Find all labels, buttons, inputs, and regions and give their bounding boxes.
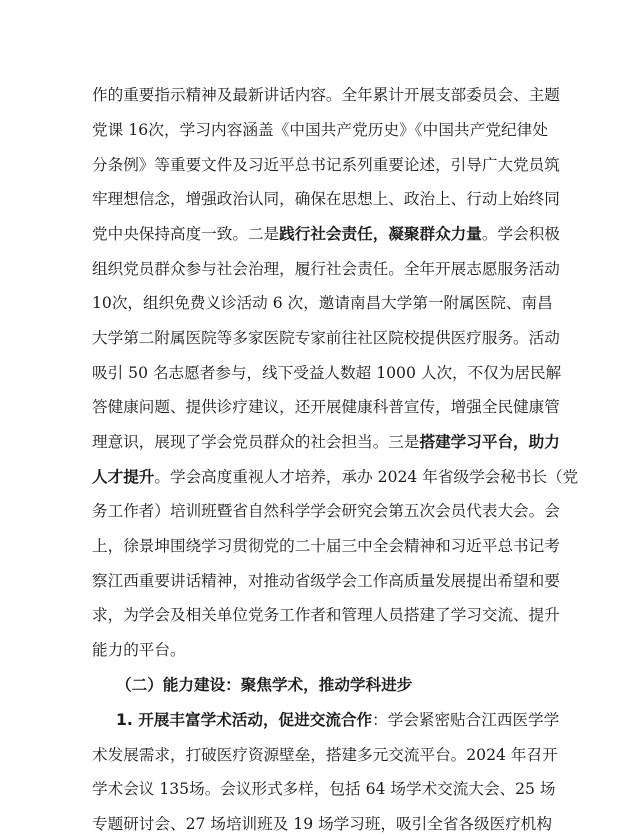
- text-line: 求，为学会及相关单位党务工作者和管理人员搭建了学习交流、提升: [92, 606, 560, 624]
- text-line: [92, 432, 560, 452]
- text-line: 分条例》等重要文件及习近平总书记系列重要论述，引导广大党员筑: [92, 156, 560, 174]
- text-line: 务工作者）培训班暨省自然科学学会研究会第五次会员代表大会。会: [92, 502, 560, 520]
- text-run: 。学会高度重视人才培养，承办 2024 年省级学会秘书长（党: [154, 468, 579, 486]
- text-line: 10次，组织免费义诊活动 6 次，邀请南昌大学第一附属医院、南昌: [92, 294, 553, 312]
- text-line: 专题研讨会、27 场培训班及 19 场学习班，吸引全省各级医疗机构: [92, 815, 552, 833]
- text-line: 大学第二附属医院等多家医院专家前往社区院校提供医疗服务。活动: [92, 329, 560, 347]
- text-line: [92, 467, 579, 487]
- text-run: 党中央保持高度一致。二是: [92, 225, 280, 243]
- text-run: ：学会紧密贴合江西医学学: [372, 711, 560, 729]
- text-run: 理意识，展现了学会党员群众的社会担当。三是: [92, 433, 420, 451]
- text-line: 能力的平台。: [92, 641, 186, 659]
- text-line: 吸引 50 名志愿者参与，线下受益人数超 1000 人次，不仅为居民解: [92, 364, 562, 382]
- text-line: 术发展需求，打破医疗资源壁垒，搭建多元交流平台。2024 年召开: [92, 746, 558, 764]
- text-line: 答健康问题、提供诊疗建议，还开展健康科普宣传，增强全民健康管: [92, 398, 560, 416]
- bold-phrase: 1. 开展丰富学术活动，促进交流合作: [116, 711, 373, 729]
- text-line: 组织党员群众参与社会治理，履行社会责任。全年开展志愿服务活动: [92, 260, 560, 278]
- text-line: 作的重要指示精神及最新讲话内容。全年累计开展支部委员会、主题: [92, 86, 560, 104]
- bold-phrase: 践行社会责任，凝聚群众力量: [279, 225, 482, 243]
- text-line: 牢理想信念，增强政治认同，确保在思想上、政治上、行动上始终同: [92, 190, 560, 208]
- text-line: [116, 710, 560, 730]
- bold-phrase: 人才提升: [92, 468, 155, 486]
- text-line: 党课 16次，学习内容涵盖《中国共产党历史》《中国共产党纪律处: [92, 121, 548, 139]
- text-line: 学术会议 135场。会议形式多样，包括 64 场学术交流大会、25 场: [92, 780, 556, 798]
- text-line: [92, 224, 560, 244]
- text-line: 察江西重要讲话精神，对推动省级学会工作高质量发展提出希望和要: [92, 572, 560, 590]
- bold-phrase: 搭建学习平台，助力: [419, 433, 560, 451]
- text-run: 。学会积极: [481, 225, 560, 243]
- text-line: 上，徐景坤围绕学习贯彻党的二十届三中全会精神和习近平总书记考: [92, 537, 560, 555]
- section-heading: （二）能力建设：聚焦学术，推动学科进步: [116, 676, 413, 694]
